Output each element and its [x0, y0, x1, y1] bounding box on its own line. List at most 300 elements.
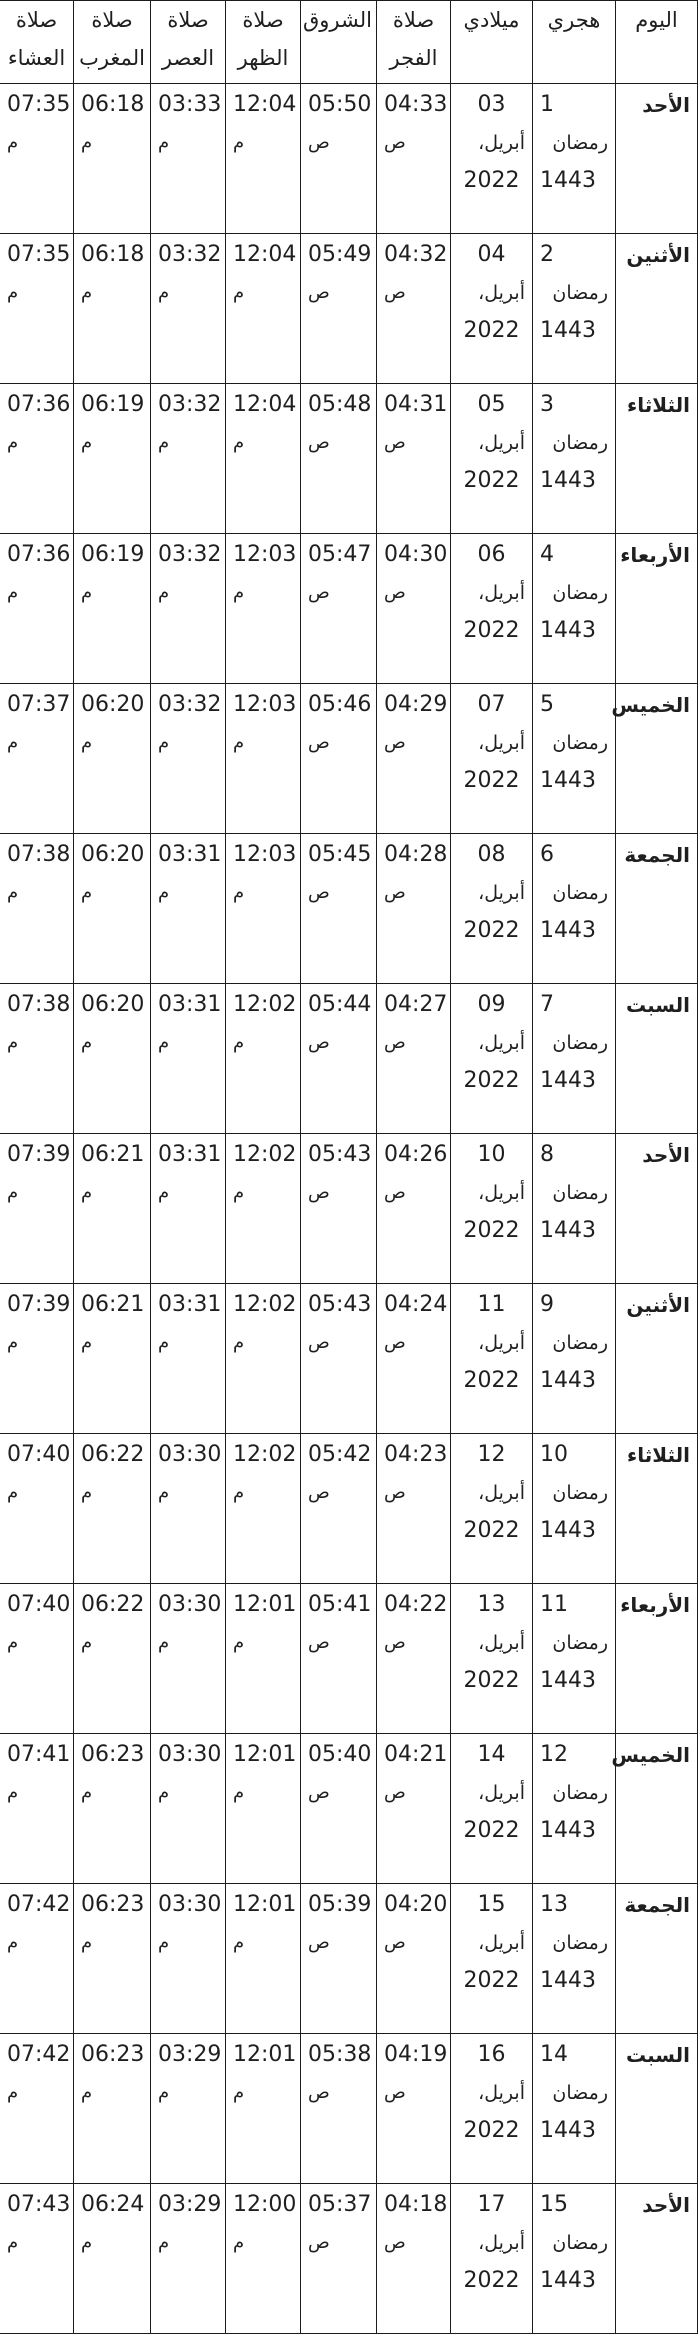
asr-time-cell — [151, 1284, 226, 1434]
sunrise-time: 05:46 — [308, 692, 372, 717]
dhuhr-time-cell — [226, 1284, 301, 1434]
isha-period: م — [7, 1332, 19, 1353]
gregorian-date-cell — [451, 984, 533, 1134]
dhuhr-time-cell — [226, 234, 301, 384]
sunrise-period: ص — [308, 732, 330, 753]
day-cell: الخميس — [616, 684, 698, 834]
isha-time: 07:37 — [7, 692, 71, 717]
dhuhr-time-cell — [226, 2034, 301, 2184]
gregorian-year: 2022 — [463, 1968, 520, 1993]
gregorian-date-cell — [451, 2034, 533, 2184]
dhuhr-time: 12:02 — [233, 992, 297, 1017]
sunrise-time-cell — [301, 2034, 377, 2184]
gregorian-month: أبريل، — [478, 1332, 525, 1354]
sunrise-time-cell — [301, 984, 377, 1134]
sunrise-time-cell — [301, 834, 377, 984]
hijri-month: رمضان — [552, 1782, 608, 1804]
maghrib-time-cell — [74, 1884, 151, 2034]
dhuhr-time-cell — [226, 684, 301, 834]
table-row — [0, 2034, 698, 2184]
gregorian-date-cell — [451, 384, 533, 534]
fajr-period: ص — [384, 882, 406, 903]
hijri-day: 9 — [540, 1292, 554, 1317]
fajr-period: ص — [384, 1782, 406, 1803]
hijri-year: 1443 — [540, 2118, 596, 2143]
gregorian-month: أبريل، — [478, 132, 525, 154]
maghrib-time-cell — [74, 684, 151, 834]
hijri-date-cell — [533, 1884, 616, 2034]
gregorian-date-cell — [451, 234, 533, 384]
maghrib-period: م — [81, 732, 93, 753]
maghrib-period: م — [81, 582, 93, 603]
asr-time: 03:32 — [158, 692, 222, 717]
sunrise-period: ص — [308, 882, 330, 903]
hijri-date-cell — [533, 1434, 616, 1584]
day-cell: السبت — [616, 984, 698, 1134]
table-row — [0, 1884, 698, 2034]
maghrib-time: 06:19 — [81, 392, 145, 417]
maghrib-time-cell — [74, 1734, 151, 1884]
isha-time-cell — [0, 84, 74, 234]
asr-time: 03:32 — [158, 242, 222, 267]
hijri-day: 12 — [540, 1742, 568, 1767]
maghrib-time-cell — [74, 2034, 151, 2184]
day-cell: السبت — [616, 2034, 698, 2184]
isha-period: م — [7, 132, 19, 153]
isha-time-cell — [0, 1284, 74, 1434]
day-cell: الثلاثاء — [616, 1434, 698, 1584]
asr-time: 03:29 — [158, 2042, 222, 2067]
day-cell: الأثنين — [616, 234, 698, 384]
isha-time: 07:36 — [7, 542, 71, 567]
asr-time: 03:30 — [158, 1742, 222, 1767]
maghrib-time: 06:23 — [81, 1742, 145, 1767]
table-row — [0, 234, 698, 384]
fajr-time-cell — [377, 84, 451, 234]
table-row — [0, 1734, 698, 1884]
asr-period: م — [158, 582, 170, 603]
fajr-time-cell — [377, 1134, 451, 1284]
gregorian-date-cell — [451, 84, 533, 234]
sunrise-time: 05:44 — [308, 992, 372, 1017]
header-gregorian: ميلادي — [451, 1, 533, 84]
asr-time-cell — [151, 84, 226, 234]
dhuhr-period: م — [233, 132, 245, 153]
hijri-month: رمضان — [552, 1332, 608, 1354]
header-asr: صلاة العصر — [151, 1, 226, 84]
dhuhr-period: م — [233, 1182, 245, 1203]
fajr-time: 04:22 — [384, 1592, 448, 1617]
table-row — [0, 684, 698, 834]
dhuhr-time: 12:01 — [233, 1592, 297, 1617]
table-body — [0, 84, 698, 2334]
sunrise-time: 05:50 — [308, 92, 372, 117]
hijri-day: 1 — [540, 92, 554, 117]
day-cell: الخميس — [616, 1734, 698, 1884]
gregorian-day: 14 — [477, 1742, 506, 1767]
fajr-period: ص — [384, 282, 406, 303]
hijri-year: 1443 — [540, 1368, 596, 1393]
hijri-date-cell — [533, 684, 616, 834]
asr-time: 03:31 — [158, 1292, 222, 1317]
sunrise-period: ص — [308, 1632, 330, 1653]
isha-period: م — [7, 1632, 19, 1653]
fajr-time: 04:31 — [384, 392, 448, 417]
fajr-time-cell — [377, 1434, 451, 1584]
fajr-time: 04:30 — [384, 542, 448, 567]
table-header — [0, 1, 698, 84]
asr-time-cell — [151, 1134, 226, 1284]
fajr-time-cell — [377, 384, 451, 534]
isha-period: م — [7, 2232, 19, 2253]
dhuhr-time-cell — [226, 1884, 301, 2034]
dhuhr-time-cell — [226, 534, 301, 684]
gregorian-date-cell — [451, 2184, 533, 2334]
maghrib-time: 06:22 — [81, 1592, 145, 1617]
header-isha: صلاة العشاء — [0, 1, 74, 84]
isha-period: م — [7, 282, 19, 303]
gregorian-month: أبريل، — [478, 1182, 525, 1204]
hijri-day: 5 — [540, 692, 554, 717]
gregorian-year: 2022 — [463, 918, 520, 943]
table-row — [0, 384, 698, 534]
table-row — [0, 1434, 698, 1584]
isha-period: م — [7, 1032, 19, 1053]
maghrib-time-cell — [74, 384, 151, 534]
isha-time: 07:43 — [7, 2192, 71, 2217]
asr-time-cell — [151, 1884, 226, 2034]
hijri-year: 1443 — [540, 318, 596, 343]
sunrise-time-cell — [301, 1884, 377, 2034]
hijri-year: 1443 — [540, 1968, 596, 1993]
fajr-period: ص — [384, 1482, 406, 1503]
hijri-year: 1443 — [540, 1818, 596, 1843]
asr-period: م — [158, 2232, 170, 2253]
isha-time-cell — [0, 234, 74, 384]
sunrise-period: ص — [308, 282, 330, 303]
asr-time: 03:33 — [158, 92, 222, 117]
gregorian-year: 2022 — [463, 1668, 520, 1693]
header-day: اليوم — [616, 1, 698, 84]
asr-period: م — [158, 732, 170, 753]
gregorian-year: 2022 — [463, 1518, 520, 1543]
fajr-time: 04:33 — [384, 92, 448, 117]
sunrise-time: 05:42 — [308, 1442, 372, 1467]
asr-time: 03:30 — [158, 1892, 222, 1917]
maghrib-period: م — [81, 1182, 93, 1203]
gregorian-day: 07 — [477, 692, 506, 717]
dhuhr-period: م — [233, 1032, 245, 1053]
asr-time-cell — [151, 834, 226, 984]
dhuhr-time-cell — [226, 84, 301, 234]
gregorian-month: أبريل، — [478, 432, 525, 454]
isha-period: م — [7, 582, 19, 603]
maghrib-period: م — [81, 1482, 93, 1503]
fajr-period: ص — [384, 2082, 406, 2103]
maghrib-time-cell — [74, 984, 151, 1134]
gregorian-month: أبريل، — [478, 582, 525, 604]
maghrib-time-cell — [74, 84, 151, 234]
sunrise-period: ص — [308, 132, 330, 153]
hijri-month: رمضان — [552, 882, 608, 904]
hijri-day: 15 — [540, 2192, 568, 2217]
day-cell: الأربعاء — [616, 1584, 698, 1734]
maghrib-period: م — [81, 2082, 93, 2103]
isha-time: 07:40 — [7, 1442, 71, 1467]
dhuhr-time: 12:02 — [233, 1292, 297, 1317]
maghrib-period: م — [81, 282, 93, 303]
sunrise-time-cell — [301, 1134, 377, 1284]
hijri-date-cell — [533, 84, 616, 234]
gregorian-day: 13 — [477, 1592, 506, 1617]
maghrib-period: م — [81, 1932, 93, 1953]
gregorian-month: أبريل، — [478, 1932, 525, 1954]
sunrise-time-cell — [301, 684, 377, 834]
sunrise-time: 05:47 — [308, 542, 372, 567]
sunrise-time-cell — [301, 2184, 377, 2334]
hijri-month: رمضان — [552, 1182, 608, 1204]
maghrib-time: 06:20 — [81, 842, 145, 867]
fajr-time-cell — [377, 234, 451, 384]
asr-time-cell — [151, 1434, 226, 1584]
sunrise-time: 05:43 — [308, 1292, 372, 1317]
asr-time-cell — [151, 1734, 226, 1884]
gregorian-day: 04 — [477, 242, 506, 267]
hijri-year: 1443 — [540, 1668, 596, 1693]
hijri-year: 1443 — [540, 2268, 596, 2293]
gregorian-date-cell — [451, 1134, 533, 1284]
table-row — [0, 84, 698, 234]
gregorian-year: 2022 — [463, 468, 520, 493]
hijri-month: رمضان — [552, 2232, 608, 2254]
gregorian-month: أبريل، — [478, 2232, 525, 2254]
header-row — [0, 1, 698, 84]
maghrib-time: 06:20 — [81, 692, 145, 717]
dhuhr-period: م — [233, 1782, 245, 1803]
day-cell: الجمعة — [616, 834, 698, 984]
asr-time-cell — [151, 384, 226, 534]
table-row — [0, 984, 698, 1134]
isha-time: 07:40 — [7, 1592, 71, 1617]
fajr-period: ص — [384, 1932, 406, 1953]
dhuhr-time-cell — [226, 834, 301, 984]
gregorian-month: أبريل، — [478, 882, 525, 904]
gregorian-date-cell — [451, 834, 533, 984]
isha-time: 07:42 — [7, 1892, 71, 1917]
hijri-month: رمضان — [552, 282, 608, 304]
hijri-day: 8 — [540, 1142, 554, 1167]
gregorian-year: 2022 — [463, 1818, 520, 1843]
maghrib-time: 06:23 — [81, 1892, 145, 1917]
fajr-time-cell — [377, 2034, 451, 2184]
maghrib-period: م — [81, 882, 93, 903]
asr-period: م — [158, 1482, 170, 1503]
maghrib-time: 06:18 — [81, 92, 145, 117]
hijri-month: رمضان — [552, 432, 608, 454]
gregorian-day: 11 — [477, 1292, 506, 1317]
hijri-date-cell — [533, 984, 616, 1134]
dhuhr-time-cell — [226, 1134, 301, 1284]
fajr-time: 04:26 — [384, 1142, 448, 1167]
asr-time-cell — [151, 534, 226, 684]
gregorian-year: 2022 — [463, 2268, 520, 2293]
hijri-day: 13 — [540, 1892, 568, 1917]
sunrise-time: 05:39 — [308, 1892, 372, 1917]
maghrib-time-cell — [74, 1284, 151, 1434]
gregorian-month: أبريل، — [478, 1782, 525, 1804]
maghrib-time: 06:21 — [81, 1142, 145, 1167]
gregorian-year: 2022 — [463, 618, 520, 643]
asr-period: م — [158, 132, 170, 153]
gregorian-month: أبريل، — [478, 2082, 525, 2104]
asr-period: م — [158, 1932, 170, 1953]
maghrib-period: م — [81, 432, 93, 453]
fajr-time-cell — [377, 1884, 451, 2034]
gregorian-day: 06 — [477, 542, 506, 567]
gregorian-date-cell — [451, 684, 533, 834]
fajr-time: 04:19 — [384, 2042, 448, 2067]
sunrise-period: ص — [308, 432, 330, 453]
maghrib-time-cell — [74, 234, 151, 384]
isha-time-cell — [0, 1434, 74, 1584]
gregorian-date-cell — [451, 1884, 533, 2034]
hijri-date-cell — [533, 2034, 616, 2184]
asr-time: 03:30 — [158, 1592, 222, 1617]
maghrib-period: م — [81, 1782, 93, 1803]
dhuhr-period: م — [233, 882, 245, 903]
sunrise-time: 05:43 — [308, 1142, 372, 1167]
asr-time-cell — [151, 1584, 226, 1734]
gregorian-date-cell — [451, 1734, 533, 1884]
sunrise-period: ص — [308, 1932, 330, 1953]
gregorian-date-cell — [451, 1284, 533, 1434]
asr-time: 03:32 — [158, 542, 222, 567]
hijri-day: 11 — [540, 1592, 568, 1617]
hijri-date-cell — [533, 834, 616, 984]
maghrib-time-cell — [74, 1134, 151, 1284]
hijri-day: 4 — [540, 542, 554, 567]
fajr-period: ص — [384, 432, 406, 453]
fajr-period: ص — [384, 1632, 406, 1653]
gregorian-year: 2022 — [463, 1218, 520, 1243]
hijri-day: 7 — [540, 992, 554, 1017]
isha-period: م — [7, 1782, 19, 1803]
fajr-time-cell — [377, 984, 451, 1134]
dhuhr-time-cell — [226, 2184, 301, 2334]
dhuhr-time-cell — [226, 1434, 301, 1584]
header-fajr: صلاة الفجر — [377, 1, 451, 84]
hijri-month: رمضان — [552, 1932, 608, 1954]
gregorian-month: أبريل، — [478, 1632, 525, 1654]
dhuhr-time-cell — [226, 984, 301, 1134]
hijri-month: رمضان — [552, 2082, 608, 2104]
fajr-period: ص — [384, 1182, 406, 1203]
hijri-date-cell — [533, 2184, 616, 2334]
hijri-date-cell — [533, 1584, 616, 1734]
hijri-year: 1443 — [540, 1068, 596, 1093]
isha-time-cell — [0, 834, 74, 984]
fajr-time-cell — [377, 834, 451, 984]
fajr-time: 04:27 — [384, 992, 448, 1017]
table-row — [0, 1584, 698, 1734]
gregorian-year: 2022 — [463, 1368, 520, 1393]
fajr-period: ص — [384, 732, 406, 753]
sunrise-time-cell — [301, 534, 377, 684]
maghrib-time: 06:19 — [81, 542, 145, 567]
gregorian-day: 16 — [477, 2042, 506, 2067]
asr-period: م — [158, 432, 170, 453]
isha-time-cell — [0, 534, 74, 684]
asr-time: 03:29 — [158, 2192, 222, 2217]
dhuhr-time: 12:03 — [233, 692, 297, 717]
sunrise-time: 05:41 — [308, 1592, 372, 1617]
dhuhr-period: م — [233, 1632, 245, 1653]
table-row — [0, 534, 698, 684]
gregorian-month: أبريل، — [478, 1482, 525, 1504]
isha-time: 07:38 — [7, 842, 71, 867]
gregorian-date-cell — [451, 534, 533, 684]
sunrise-period: ص — [308, 1182, 330, 1203]
maghrib-time-cell — [74, 2184, 151, 2334]
isha-time-cell — [0, 984, 74, 1134]
fajr-time: 04:32 — [384, 242, 448, 267]
isha-time: 07:38 — [7, 992, 71, 1017]
fajr-time-cell — [377, 534, 451, 684]
dhuhr-period: م — [233, 582, 245, 603]
sunrise-time-cell — [301, 1584, 377, 1734]
sunrise-time-cell — [301, 1284, 377, 1434]
hijri-date-cell — [533, 1284, 616, 1434]
hijri-day: 14 — [540, 2042, 568, 2067]
hijri-day: 2 — [540, 242, 554, 267]
dhuhr-period: م — [233, 2082, 245, 2103]
fajr-time: 04:24 — [384, 1292, 448, 1317]
isha-time-cell — [0, 384, 74, 534]
gregorian-day: 12 — [477, 1442, 506, 1467]
dhuhr-period: م — [233, 1932, 245, 1953]
hijri-month: رمضان — [552, 1632, 608, 1654]
table-row — [0, 2184, 698, 2334]
hijri-year: 1443 — [540, 918, 596, 943]
sunrise-time-cell — [301, 1434, 377, 1584]
sunrise-time-cell — [301, 384, 377, 534]
isha-time: 07:35 — [7, 242, 71, 267]
fajr-time: 04:28 — [384, 842, 448, 867]
asr-time-cell — [151, 984, 226, 1134]
dhuhr-time: 12:00 — [233, 2192, 297, 2217]
maghrib-time-cell — [74, 834, 151, 984]
asr-time: 03:32 — [158, 392, 222, 417]
hijri-month: رمضان — [552, 1032, 608, 1054]
day-cell: الجمعة — [616, 1884, 698, 2034]
dhuhr-period: م — [233, 2232, 245, 2253]
sunrise-time: 05:49 — [308, 242, 372, 267]
dhuhr-time: 12:04 — [233, 92, 297, 117]
day-cell: الأحد — [616, 1134, 698, 1284]
dhuhr-time: 12:02 — [233, 1442, 297, 1467]
asr-period: م — [158, 282, 170, 303]
gregorian-year: 2022 — [463, 2118, 520, 2143]
header-hijri: هجري — [533, 1, 616, 84]
sunrise-period: ص — [308, 1332, 330, 1353]
maghrib-period: م — [81, 132, 93, 153]
maghrib-time: 06:23 — [81, 2042, 145, 2067]
isha-time: 07:39 — [7, 1142, 71, 1167]
gregorian-day: 08 — [477, 842, 506, 867]
maghrib-time-cell — [74, 534, 151, 684]
table-row — [0, 1134, 698, 1284]
asr-time-cell — [151, 234, 226, 384]
